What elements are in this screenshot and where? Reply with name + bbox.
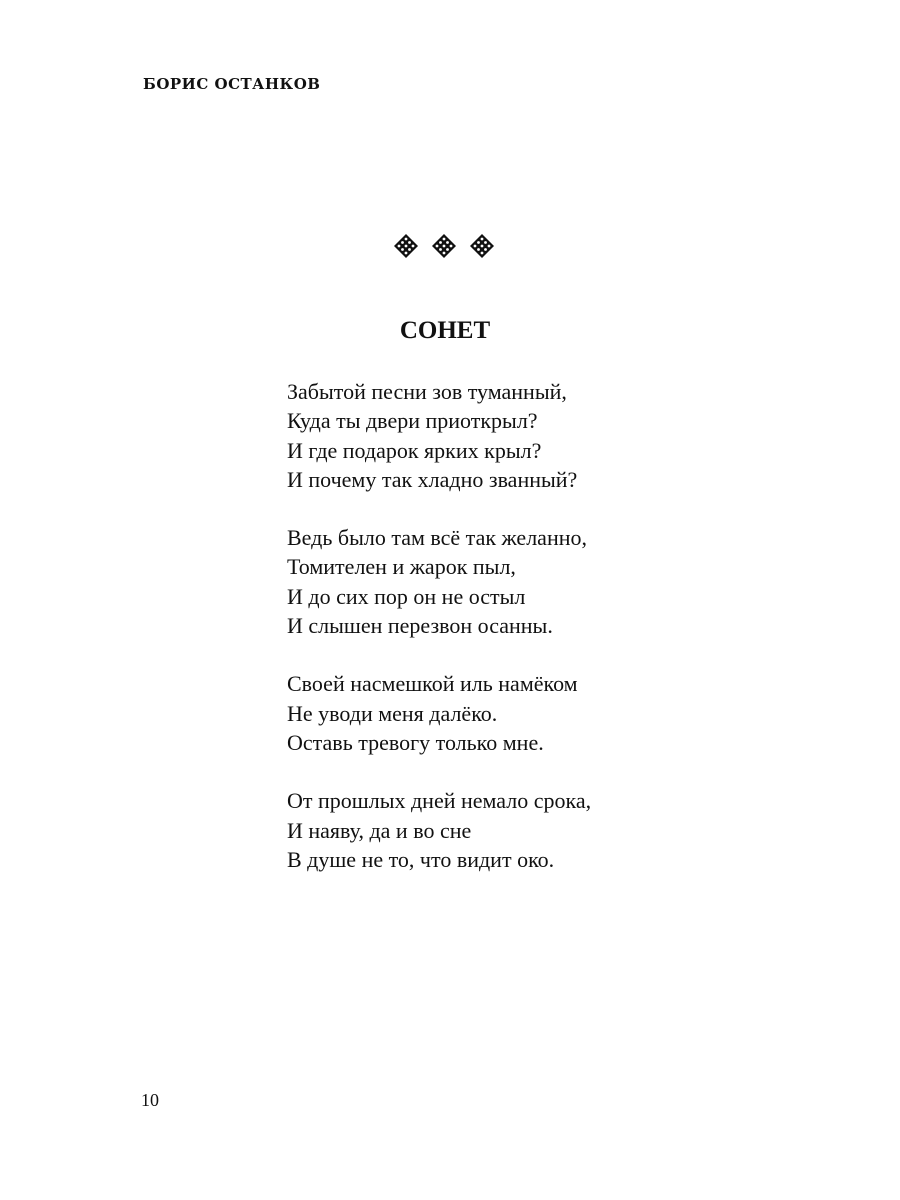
poem-line: Ведь было там всё так желанно, (287, 525, 587, 551)
poem-line: Куда ты двери приоткрыл? (287, 408, 538, 434)
stanza (287, 377, 707, 494)
poem-line: Не уводи меня далёко. (287, 700, 498, 726)
page-number: 10 (141, 1090, 159, 1110)
poem-line: Своей насмешкой иль намёком (287, 671, 578, 697)
poem-line: Забытой песни зов туманный, (287, 379, 567, 404)
poem-line: Оставь тревогу только мне. (287, 729, 544, 755)
poem-line: В душе не то, что видит око. (287, 846, 555, 872)
poem-line: И почему так хладно званный? (287, 466, 578, 492)
poem-line: И до сих пор он не остыл (287, 583, 526, 609)
stanza (287, 786, 707, 874)
poem-body (287, 377, 707, 903)
ornament-diamond (432, 234, 456, 258)
poem-line: И наяву, да и во сне (287, 817, 472, 843)
stanza (287, 669, 707, 757)
three-diamond-ornament-icon (392, 232, 502, 260)
poem-line: И слышен перезвон осанны. (287, 613, 553, 639)
ornament-diamond (394, 234, 418, 258)
ornament-divider (392, 232, 502, 260)
poem-title: СОНЕТ (399, 317, 491, 344)
poem-line: От прошлых дней немало срока, (287, 788, 592, 814)
poem-line: И где подарок ярких крыл? (287, 437, 542, 463)
ornament-diamond (470, 234, 494, 258)
stanza (287, 523, 707, 640)
running-head-author: БОРИС ОСТАНКОВ (143, 75, 321, 93)
poem-line: Томителен и жарок пыл, (287, 554, 516, 580)
